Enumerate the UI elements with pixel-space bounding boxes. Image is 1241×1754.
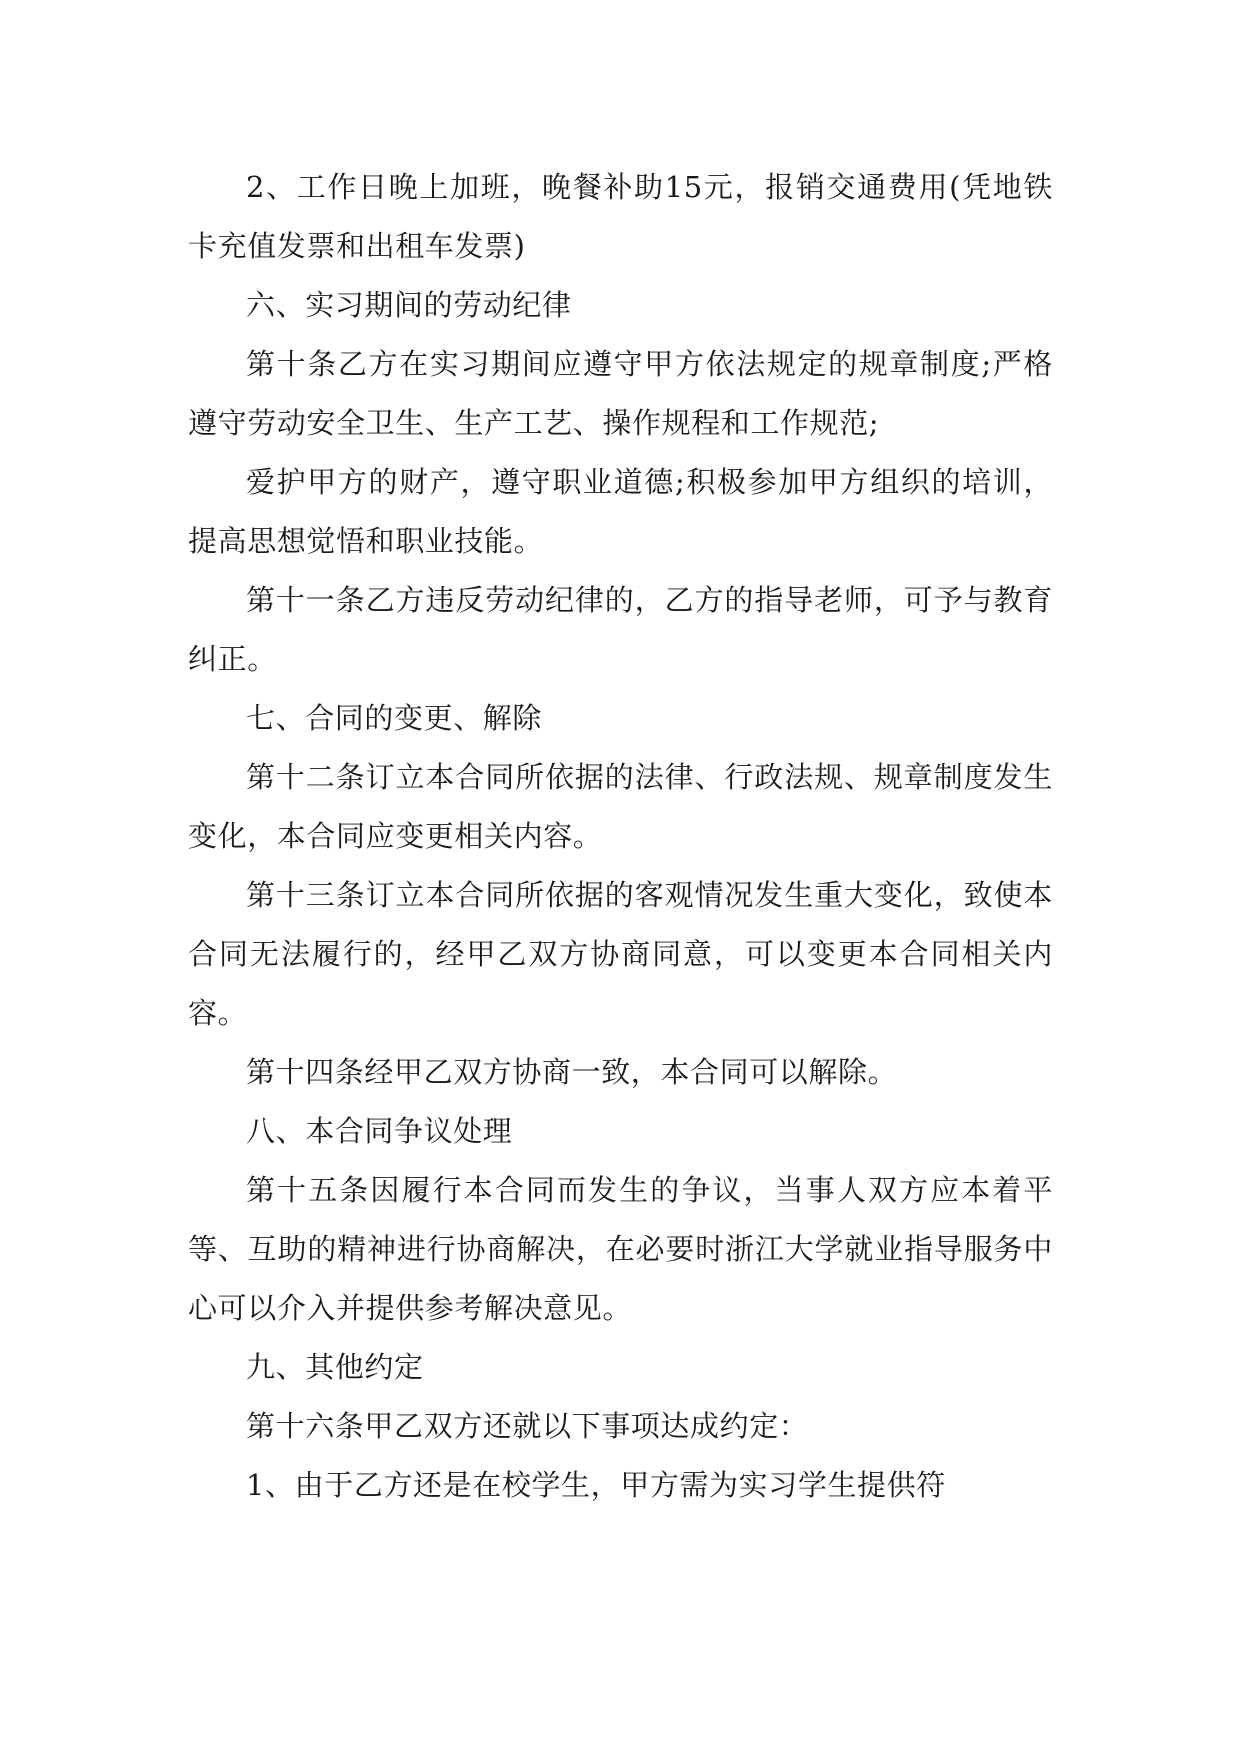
paragraph-article-15: 第十五条因履行本合同而发生的争议，当事人双方应本着平等、互助的精神进行协商解决，在必要时浙江大学就业指导服务中心可以介入并提供参考解决意见。 (188, 1173, 1053, 1325)
section-heading-dispute: 八、本合同争议处理 (246, 1114, 513, 1148)
paragraph-protect-property: 爱护甲方的财产，遵守职业道德;积极参加甲方组织的培训，提高思想觉悟和职业技能。 (188, 465, 1053, 558)
section-heading-contract-change: 七、合同的变更、解除 (246, 701, 543, 735)
paragraph-article-16: 第十六条甲乙双方还就以下事项达成约定： (246, 1409, 809, 1443)
section-heading-labor-discipline: 六、实习期间的劳动纪律 (246, 288, 572, 322)
document-body (188, 158, 1053, 1515)
paragraph-item-1-student: 1、由于乙方还是在校学生，甲方需为实习学生提供符 (246, 1468, 946, 1502)
paragraph-article-11: 第十一条乙方违反劳动纪律的，乙方的指导老师，可予与教育纠正。 (188, 583, 1053, 676)
paragraph-article-13: 第十三条订立本合同所依据的客观情况发生重大变化，致使本合同无法履行的，经甲乙双方协商同意，可以变更本合同相关内容。 (188, 878, 1053, 1030)
paragraph-article-14: 第十四条经甲乙双方协商一致，本合同可以解除。 (246, 1055, 898, 1089)
paragraph-article-10: 第十条乙方在实习期间应遵守甲方依法规定的规章制度;严格遵守劳动安全卫生、生产工艺、操作规程和工作规范; (188, 347, 1053, 440)
paragraph-overtime-allowance: 2、工作日晚上加班，晚餐补助15元，报销交通费用(凭地铁卡充值发票和出租车发票) (188, 170, 1053, 263)
section-heading-other-agreements: 九、其他约定 (246, 1350, 424, 1384)
paragraph-article-12: 第十二条订立本合同所依据的法律、行政法规、规章制度发生变化，本合同应变更相关内容。 (188, 760, 1053, 853)
